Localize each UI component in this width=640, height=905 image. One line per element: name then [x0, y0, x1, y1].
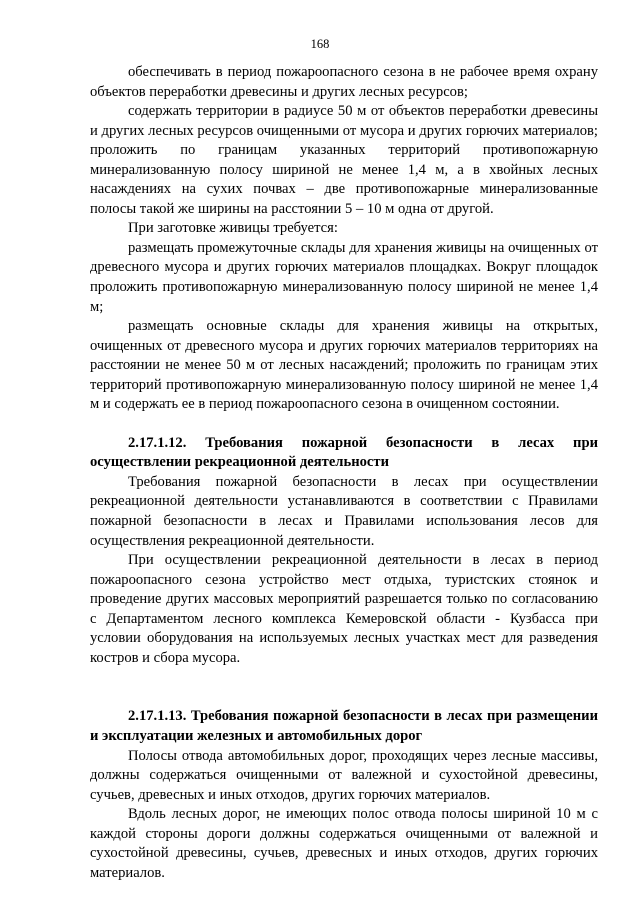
section-heading-2-17-1-13: 2.17.1.13. Требования пожарной безопасности в лесах при размещении и эксплуатации железных и автомобильных дорог — [90, 708, 598, 744]
paragraph: содержать территории в радиусе 50 м от объектов переработки древесины и других лесных ресурсов очищенными от мусора и других горючих материалов; проложить по границам указанных территорий противопожарную минерализованную полосу шириной не менее 1,4 м, а в хвойных лесных насаждениях на сухих почвах – две противопожарные минерализованные полосы такой же ширины на расстоянии 5 – 10 м одна от другой. — [90, 103, 598, 217]
paragraph: Требования пожарной безопасности в лесах при осуществлении рекреационной деятельности устанавливаются в соответствии с Правилами пожарной безопасности в лесах и Правилами использования лесов для осуществления рекреационной деятельности. — [90, 473, 598, 549]
section-heading-2-17-1-12: 2.17.1.12. Требования пожарной безопасности в лесах при осуществлении рекреационной деятельности — [90, 434, 598, 471]
paragraph: При заготовке живицы требуется: — [128, 220, 338, 237]
paragraph: При осуществлении рекреационной деятельности в лесах в период пожароопасного сезона устройство мест отдыха, туристских стоянок и проведение других массовых мероприятий разрешается только по согласованию с Департаментом лесного комплекса Кемеровской области - Кузбасса при условии оборудования на используемых лесных участках мест для разведения костров и сбора мусора. — [90, 552, 598, 666]
paragraph: размещать промежуточные склады для хранения живицы на очищенных от древесного мусора и других горючих материалов площадках. Вокруг площадок проложить противопожарную минерализованную полосу шириной не менее 1,4 м; — [90, 239, 598, 315]
paragraph: Вдоль лесных дорог, не имеющих полос отвода полосы шириной 10 м с каждой стороны дороги должны содержаться очищенными от валежной и сухостойной древесины, сучьев, древесных и иных отходов, других горючих материалов. — [90, 806, 598, 881]
paragraph: обеспечивать в период пожароопасного сезона в не рабочее время охрану объектов переработки древесины и других лесных ресурсов; — [90, 64, 598, 100]
page-content — [90, 63, 598, 883]
paragraph: Полосы отвода автомобильных дорог, проходящих через лесные массивы, должны содержаться очищенными от валежной и сухостойной древесины, сучьев, древесных и иных отходов, других горючих материалов. — [90, 747, 598, 803]
page-number: 168 — [310, 37, 330, 51]
paragraph: размещать основные склады для хранения живицы на открытых, очищенных от древесного мусора и других горючих материалов территориях на расстоянии не менее 50 м от лесных насаждений; проложить по границам этих территорий противопожарную минерализованную полосу шириной не менее 1,4 м и содержать ее в период пожароопасного сезона в очищенном состоянии. — [90, 318, 598, 413]
